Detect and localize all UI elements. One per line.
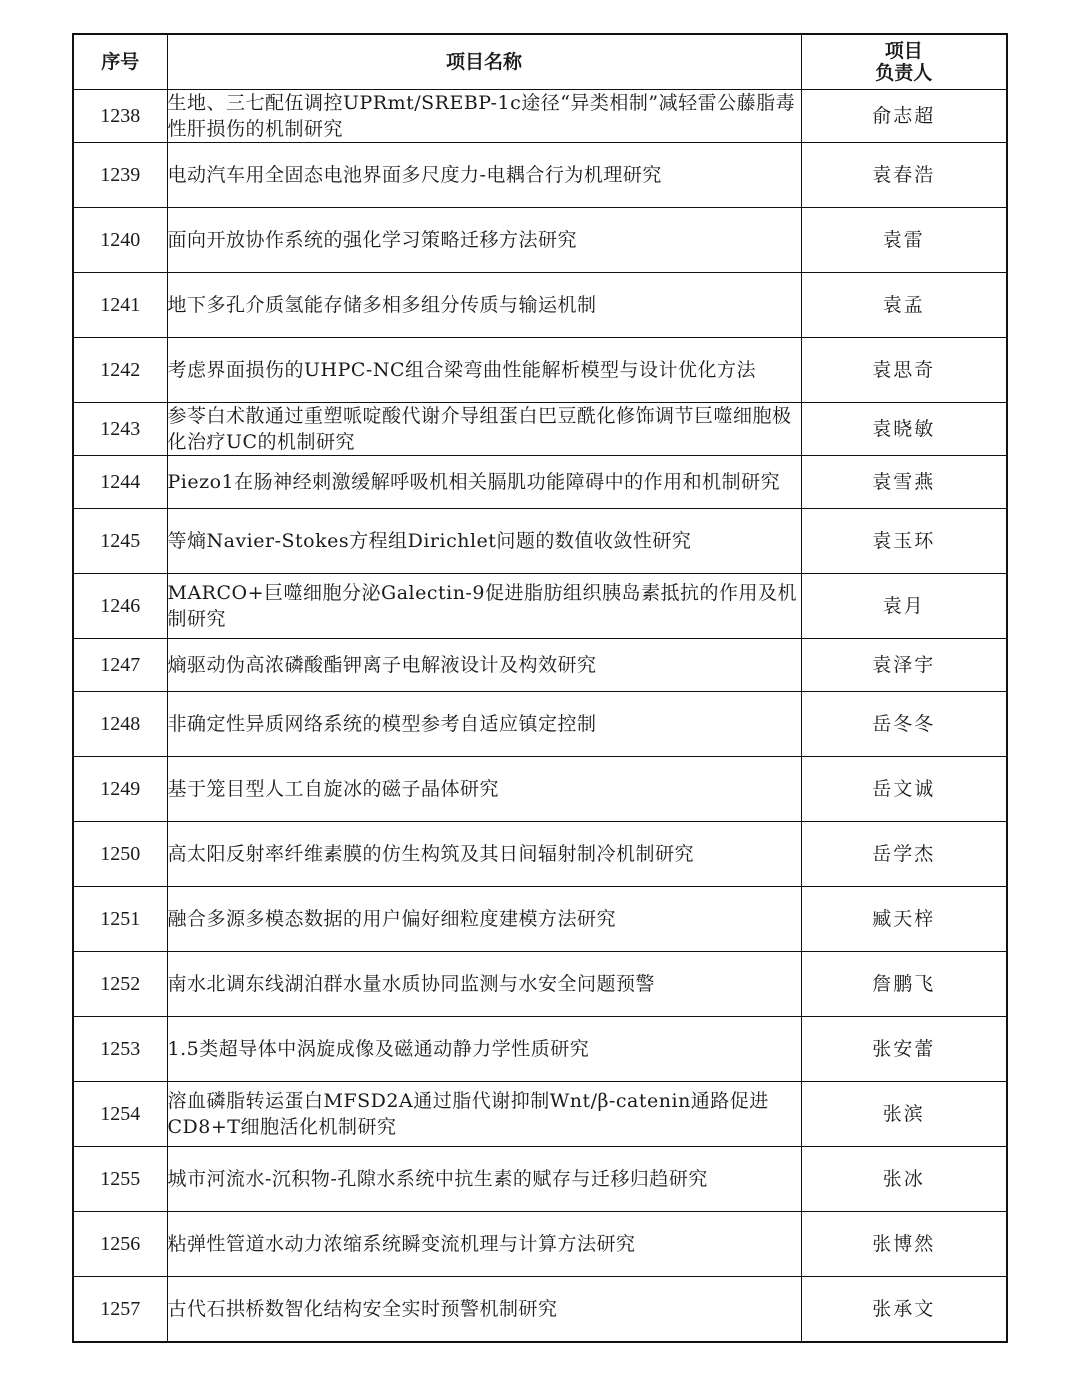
row-serial-number: 1254 — [73, 1082, 167, 1147]
row-serial-number: 1244 — [73, 456, 167, 509]
header-project-lead — [801, 34, 1007, 90]
table-row — [73, 143, 1007, 208]
row-serial-number: 1255 — [73, 1147, 167, 1212]
row-serial-number: 1247 — [73, 639, 167, 692]
project-table — [72, 33, 1008, 1343]
row-serial-number: 1242 — [73, 338, 167, 403]
table-row — [73, 757, 1007, 822]
header-serial-number: 序号 — [73, 34, 167, 90]
table-row — [73, 639, 1007, 692]
header-project-lead-line2: 负责人 — [875, 62, 933, 84]
row-project-lead: 袁泽宇 — [801, 639, 1007, 692]
table-row — [73, 574, 1007, 639]
row-project-name: 地下多孔介质氢能存储多相多组分传质与输运机制 — [167, 273, 801, 338]
row-serial-number: 1240 — [73, 208, 167, 273]
row-project-name: 南水北调东线湖泊群水量水质协同监测与水安全问题预警 — [167, 952, 801, 1017]
table-row — [73, 1212, 1007, 1277]
row-serial-number: 1248 — [73, 692, 167, 757]
row-project-lead: 袁思奇 — [801, 338, 1007, 403]
row-project-name: 电动汽车用全固态电池界面多尺度力-电耦合行为机理研究 — [167, 143, 801, 208]
table-row — [73, 1277, 1007, 1342]
table-row — [73, 273, 1007, 338]
row-serial-number: 1243 — [73, 403, 167, 456]
row-project-name: 融合多源多模态数据的用户偏好细粒度建模方法研究 — [167, 887, 801, 952]
row-serial-number: 1257 — [73, 1277, 167, 1342]
row-project-name: 生地、三七配伍调控UPRmt/SREBP-1c途径“异类相制”减轻雷公藤脂毒性肝损伤的机制研究 — [167, 90, 801, 143]
table-row — [73, 338, 1007, 403]
row-serial-number: 1252 — [73, 952, 167, 1017]
row-serial-number: 1239 — [73, 143, 167, 208]
row-serial-number: 1251 — [73, 887, 167, 952]
row-project-name: 城市河流水-沉积物-孔隙水系统中抗生素的赋存与迁移归趋研究 — [167, 1147, 801, 1212]
row-serial-number: 1250 — [73, 822, 167, 887]
header-row — [73, 34, 1007, 90]
table-row — [73, 90, 1007, 143]
row-project-lead: 岳文诚 — [801, 757, 1007, 822]
row-project-lead: 张冰 — [801, 1147, 1007, 1212]
table-row — [73, 208, 1007, 273]
table-row — [73, 822, 1007, 887]
row-project-lead: 袁春浩 — [801, 143, 1007, 208]
row-project-lead: 张安蕾 — [801, 1017, 1007, 1082]
row-project-lead: 臧天梓 — [801, 887, 1007, 952]
row-project-lead: 张博然 — [801, 1212, 1007, 1277]
row-project-lead: 岳学杰 — [801, 822, 1007, 887]
row-project-name: 熵驱动伪高浓磷酸酯钾离子电解液设计及构效研究 — [167, 639, 801, 692]
table-row — [73, 1017, 1007, 1082]
row-project-lead: 岳冬冬 — [801, 692, 1007, 757]
row-project-lead: 张滨 — [801, 1082, 1007, 1147]
row-project-name: 高太阳反射率纤维素膜的仿生构筑及其日间辐射制冷机制研究 — [167, 822, 801, 887]
header-project-name: 项目名称 — [167, 34, 801, 90]
row-serial-number: 1246 — [73, 574, 167, 639]
row-project-name: 等熵Navier-Stokes方程组Dirichlet问题的数值收敛性研究 — [167, 509, 801, 574]
row-project-name: 粘弹性管道水动力浓缩系统瞬变流机理与计算方法研究 — [167, 1212, 801, 1277]
row-project-name: 面向开放协作系统的强化学习策略迁移方法研究 — [167, 208, 801, 273]
row-serial-number: 1245 — [73, 509, 167, 574]
row-project-name: MARCO+巨噬细胞分泌Galectin-9促进脂肪组织胰岛素抵抗的作用及机制研究 — [167, 574, 801, 639]
row-project-lead: 詹鹏飞 — [801, 952, 1007, 1017]
row-project-name: 基于笼目型人工自旋冰的磁子晶体研究 — [167, 757, 801, 822]
row-project-name: 参苓白术散通过重塑哌啶酸代谢介导组蛋白巴豆酰化修饰调节巨噬细胞极化治疗UC的机制研究 — [167, 403, 801, 456]
row-project-lead: 袁玉环 — [801, 509, 1007, 574]
table-row — [73, 692, 1007, 757]
row-serial-number: 1253 — [73, 1017, 167, 1082]
row-project-name: 非确定性异质网络系统的模型参考自适应镇定控制 — [167, 692, 801, 757]
row-project-lead: 袁晓敏 — [801, 403, 1007, 456]
table-body — [73, 90, 1007, 1342]
row-project-name: Piezo1在肠神经刺激缓解呼吸机相关膈肌功能障碍中的作用和机制研究 — [167, 456, 801, 509]
row-project-lead: 俞志超 — [801, 90, 1007, 143]
row-project-lead: 袁雷 — [801, 208, 1007, 273]
row-serial-number: 1241 — [73, 273, 167, 338]
row-serial-number: 1249 — [73, 757, 167, 822]
table-row — [73, 1082, 1007, 1147]
table-header — [73, 34, 1007, 90]
row-project-lead: 袁孟 — [801, 273, 1007, 338]
table-row — [73, 509, 1007, 574]
row-project-lead: 袁月 — [801, 574, 1007, 639]
row-project-name: 考虑界面损伤的UHPC-NC组合梁弯曲性能解析模型与设计优化方法 — [167, 338, 801, 403]
table-row — [73, 887, 1007, 952]
row-serial-number: 1238 — [73, 90, 167, 143]
row-project-name: 溶血磷脂转运蛋白MFSD2A通过脂代谢抑制Wnt/β-catenin通路促进CD8+T细胞活化机制研究 — [167, 1082, 801, 1147]
row-project-name: 1.5类超导体中涡旋成像及磁通动静力学性质研究 — [167, 1017, 801, 1082]
table-row — [73, 952, 1007, 1017]
row-project-name: 古代石拱桥数智化结构安全实时预警机制研究 — [167, 1277, 801, 1342]
row-serial-number: 1256 — [73, 1212, 167, 1277]
row-project-lead: 袁雪燕 — [801, 456, 1007, 509]
header-project-lead-line1: 项目 — [884, 40, 923, 62]
table-row — [73, 1147, 1007, 1212]
table-row — [73, 456, 1007, 509]
row-project-lead: 张承文 — [801, 1277, 1007, 1342]
table-row — [73, 403, 1007, 456]
